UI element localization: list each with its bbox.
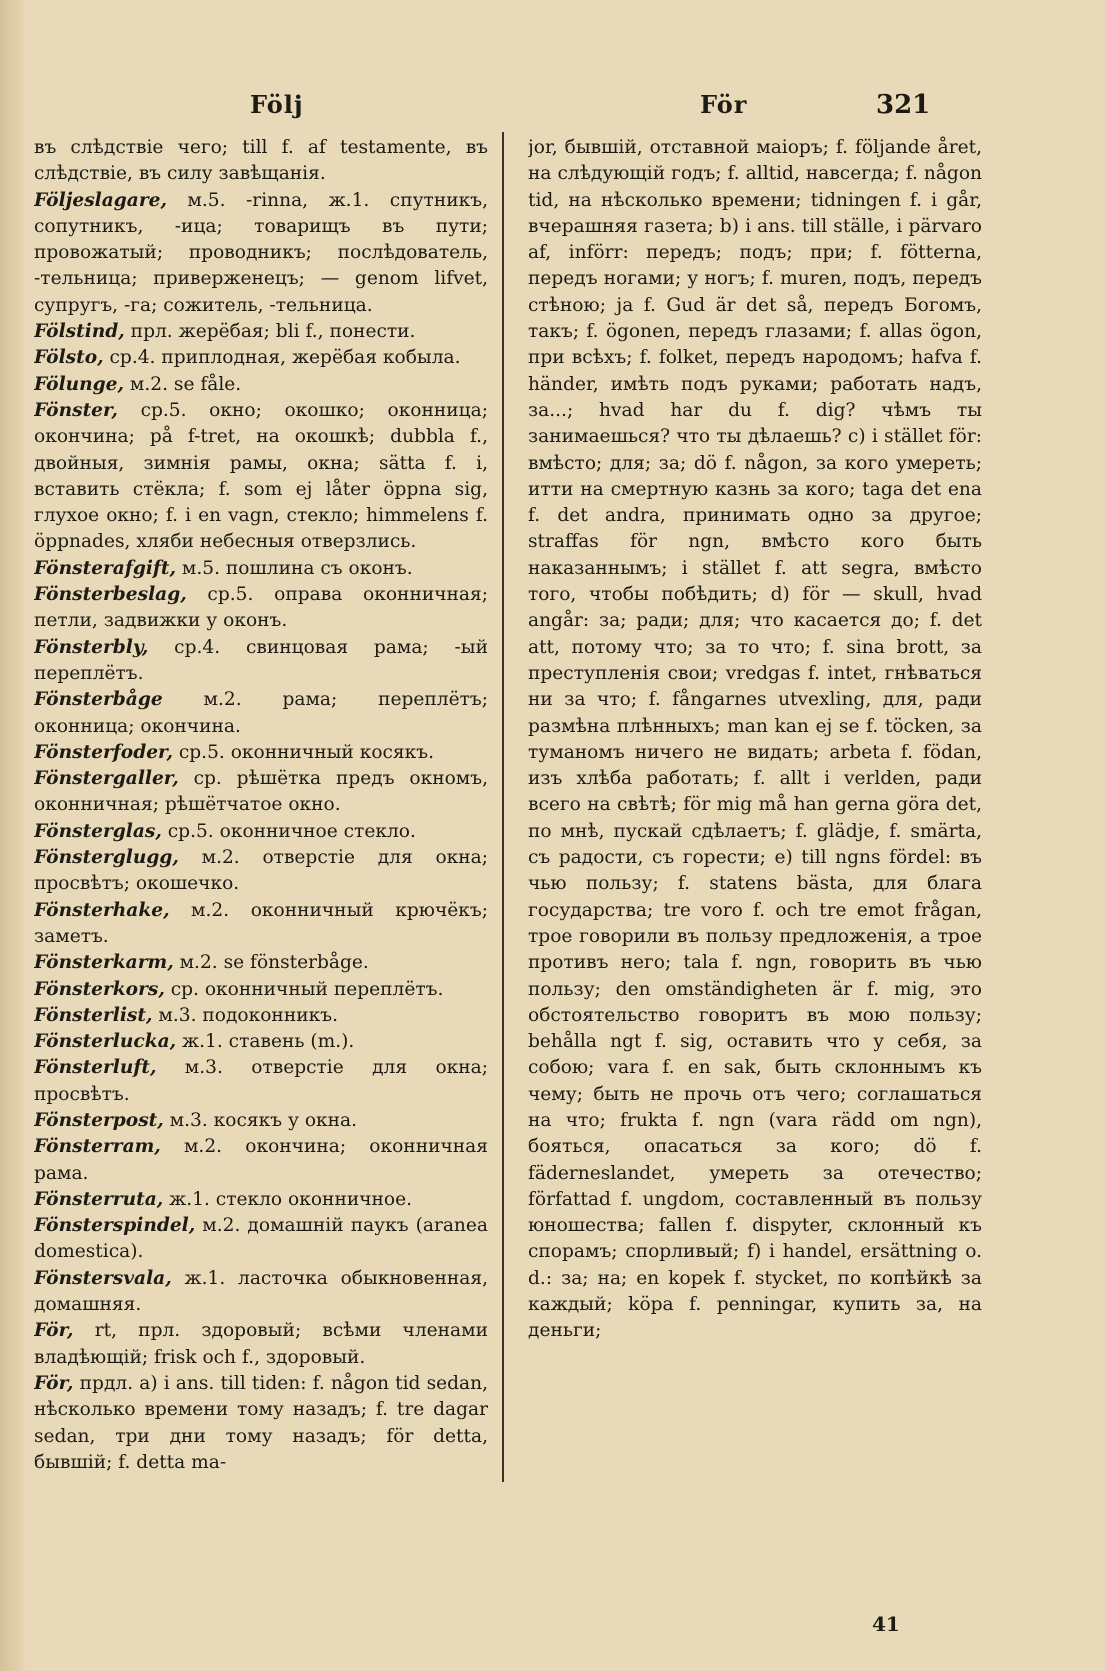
entry-headword: Fönsterglas, (34, 820, 162, 842)
column-divider (502, 132, 504, 1482)
entry-headword: Fönsterspindel, (34, 1215, 196, 1237)
entry-definition: м.2. окончина; оконничная рама. (34, 1136, 488, 1184)
entry-headword: Fönsterbly, (34, 636, 149, 658)
entry-definition: м.2. оконничный крючёкъ; заметъ. (34, 899, 488, 947)
entry-definition: м.3. косякъ у окна. (163, 1109, 358, 1131)
entry-definition: ж.1. ласточка обыкновенная, домашняя. (34, 1267, 488, 1316)
entry-definition: ср.4. приплодная, жерёбая кобыла. (103, 347, 461, 369)
dictionary-entry (34, 1213, 488, 1266)
entry-headword: Fönstergaller, (34, 768, 179, 790)
dictionary-entry (34, 188, 488, 319)
entry-definition: м.2. рама; переплётъ; оконница; окончина. (34, 689, 488, 737)
entry-definition: ср.5. окно; окошко; оконница; окончина; på f-tret, на окошкѣ; dubbla f., двойныя, зимнія рамы, окна; sätta f. i, вставить стёкла; f. som ej låter öppna sig, глухое окно; f. i en vagn, стекло; himmelens f. öppnades, хляби небесныя отверзлись. (34, 399, 488, 553)
entry-headword: Fönsterglugg, (34, 847, 179, 869)
entry-definition: ср. оконничный переплётъ. (164, 978, 444, 1000)
entry-definition: ср.5. оконничный косякъ. (172, 741, 435, 763)
dictionary-entry (34, 898, 488, 951)
book-spine-edge (0, 0, 26, 1671)
entry-headword: Fölsto, (34, 347, 104, 369)
entry-definition: прл. жерёбая; bli f., понести. (124, 321, 416, 343)
entry-definition: ср.5. оконничное стекло. (161, 820, 416, 842)
dictionary-entry (34, 1318, 488, 1371)
dictionary-entry (34, 556, 488, 582)
entry-headword: För, (34, 1372, 74, 1394)
dictionary-entry (34, 582, 488, 635)
entry-definition: ср. рѣшётка предъ окномъ, оконничная; рѣшётчатое окно. (34, 768, 488, 816)
entry-definition: м.2. отверстіе для окна; просвѣтъ; окошечко. (34, 847, 488, 895)
dictionary-entry (34, 977, 488, 1003)
dictionary-entry (34, 819, 488, 845)
entry-headword: Fönsterbåge (34, 689, 163, 711)
header-right-guide-word: För (700, 90, 748, 119)
entry-headword: Fönsterafgift, (34, 557, 176, 579)
dictionary-entry (34, 1003, 488, 1029)
entry-headword: Fönstersvala, (34, 1267, 172, 1289)
dictionary-entry (34, 845, 488, 898)
dictionary-entry (34, 766, 488, 819)
entry-definition: м.3. отверстіе для окна; просвѣтъ. (34, 1057, 488, 1105)
entry-definition: прдл. a) i ans. till tiden: f. någon tid sedan, нѣсколько времени тому назадъ; f. tre dagar sedan, три дни тому назадъ; för detta, бывшій; f. detta ma- (34, 1372, 488, 1473)
entry-headword: Fönsterkarm, (34, 952, 174, 974)
dictionary-entry (34, 1187, 488, 1213)
dictionary-entry (34, 135, 488, 188)
entry-headword: Fölunge, (34, 373, 124, 395)
entry-headword: Fönsterluft, (34, 1057, 157, 1079)
entry-definition: jor, бывшій, отставной маіоръ; f. följande året, на слѣдующій годъ; f. alltid, навсегда; f. någon tid, на нѣсколько времени; tidningen f. i går, вчерашняя газета; b) i ans. till ställe, i pärvaro af, införr: передъ; подъ; при; f. fötterna, передъ ногами; у ногъ; f. muren, подъ, передъ стѣною; ja f. Gud är det så, передъ Богомъ, такъ; f. ögonen, передъ глазами; f. allas ögon, при всѣхъ; f. folket, передъ народомъ; hafva f. händer, имѣть подъ руками; работать надъ, за...; hvad har du f. dig? чѣмъ ты занимаешься? что ты дѣлаешь? c) i stället för: вмѣсто; для; за; dö f. någon, за кого умереть; итти на смертную казнь за кого; taga det ena f. det andra, принимать одно за другое; straffas för ngn, вмѣсто кого быть наказаннымъ; i stället f. att segra, вмѣсто того, чтобы побѣдить; d) för — skull, hvad angår: за; ради; для; что касается до; f. det att, потому что; за то что; f. sina brott, за преступленія свои; vredgas f. intet, гнѣваться ни за что; f. fångarnes utvexling, для, ради размѣна плѣнныхъ; man kan ej se f. töcken, за туманомъ ничего не видать; arbeta f. födan, изъ хлѣба работать; f. allt i verlden, ради всего на свѣтѣ; för mig må han gerna göra det, по мнѣ, пускай сдѣлаетъ; f. glädje, f. smärta, съ радости, съ горести; e) till ngns fördel: въ чью пользу; f. statens bästa, для блага государства; tre voro f. och tre emot frågan, трое говорили въ пользу предложенія, а трое противъ него; tala f. ngn, говорить въ чью пользу; den omständigheten är f. mig, это обстоятельство говоритъ въ мою пользу; behålla ngt f. sig, оставить что у себя, за собою; vara f. en sak, быть склоннымъ къ чему; быть не прочь отъ чего; соглашаться на что; frukta f. ngn (vara rädd om ngn), бояться, опасаться за кого; dö f. fäderneslandet, умереть за отечество; författad f. ungdom, составленный въ пользу юношества; fallen f. dispyter, склонный къ спорамъ; спорливый; f) i handel, ersättning o. d.: за; на; en kopek f. stycket, по копѣйкѣ за каждый; köpa f. penningar, купить за, на деньги; (528, 137, 982, 1342)
dictionary-entry (34, 1108, 488, 1134)
dictionary-entry (34, 687, 488, 740)
entry-definition: м.5. -rinna, ж.1. спутникъ, сопутникъ, -ица; товарищъ въ пути; провожатый; проводникъ; послѣдователь, -тельница; приверженецъ; — genom lifvet, супругъ, -га; сожитель, -тельница. (34, 189, 488, 316)
entry-headword: Fönsterhake, (34, 899, 170, 921)
dictionary-entry (34, 950, 488, 976)
entry-definition: м.2. домашній паукъ (aranea domestica). (34, 1215, 488, 1263)
dictionary-entry (34, 398, 488, 556)
dictionary-entry (34, 635, 488, 688)
dictionary-entry (34, 740, 488, 766)
entry-headword: Fönsterbeslag, (34, 584, 187, 606)
dictionary-entry (34, 1055, 488, 1108)
header-left-guide-word: Följ (250, 90, 304, 119)
entry-definition: rt, прл. здоровый; всѣми членами владѣющій; frisk och f., здоровый. (34, 1320, 488, 1368)
entry-headword: För, (34, 1320, 74, 1342)
page-header (0, 90, 1105, 130)
entry-definition: ср.5. оправа оконничная; петли, задвижки у оконъ. (34, 584, 488, 632)
dictionary-entry (34, 1134, 488, 1187)
entry-definition: ж.1. стекло оконничное. (163, 1188, 413, 1210)
entry-headword: Fölstind, (34, 321, 125, 343)
entry-definition: м.3. подоконникъ. (152, 1004, 338, 1026)
entry-definition: м.5. пошлина съ оконъ. (175, 557, 413, 579)
entry-headword: Fönsterlist, (34, 1004, 153, 1026)
entry-headword: Följeslagare, (34, 189, 167, 211)
entry-headword: Fönsterram, (34, 1136, 161, 1158)
entry-headword: Fönsterfoder, (34, 741, 173, 763)
left-column (34, 135, 488, 1620)
entry-headword: Fönsterkors, (34, 978, 165, 1000)
dictionary-entry (34, 319, 488, 345)
entry-definition: ср.4. свинцовая рама; -ый переплётъ. (34, 636, 488, 684)
dictionary-entry (528, 135, 982, 1345)
page-number: 321 (876, 90, 931, 120)
signature-mark: 41 (872, 1612, 900, 1636)
entry-headword: Fönsterlucka, (34, 1031, 177, 1053)
right-column (528, 135, 982, 1620)
dictionary-entry (34, 372, 488, 398)
entry-definition: м.2. se fåle. (124, 373, 242, 395)
dictionary-entry (34, 1371, 488, 1476)
entry-definition: въ слѣдствіе чего; till f. af testamente, въ слѣдствіе, въ силу завѣщанія. (34, 137, 488, 185)
entry-headword: Fönster, (34, 399, 118, 421)
entry-headword: Fönsterpost, (34, 1109, 164, 1131)
dictionary-entry (34, 1266, 488, 1319)
dictionary-entry (34, 345, 488, 371)
entry-definition: ж.1. ставень (m.). (176, 1031, 355, 1053)
dictionary-entry (34, 1029, 488, 1055)
entry-definition: м.2. se fönsterbåge. (173, 952, 369, 974)
entry-headword: Fönsterruta, (34, 1188, 164, 1210)
